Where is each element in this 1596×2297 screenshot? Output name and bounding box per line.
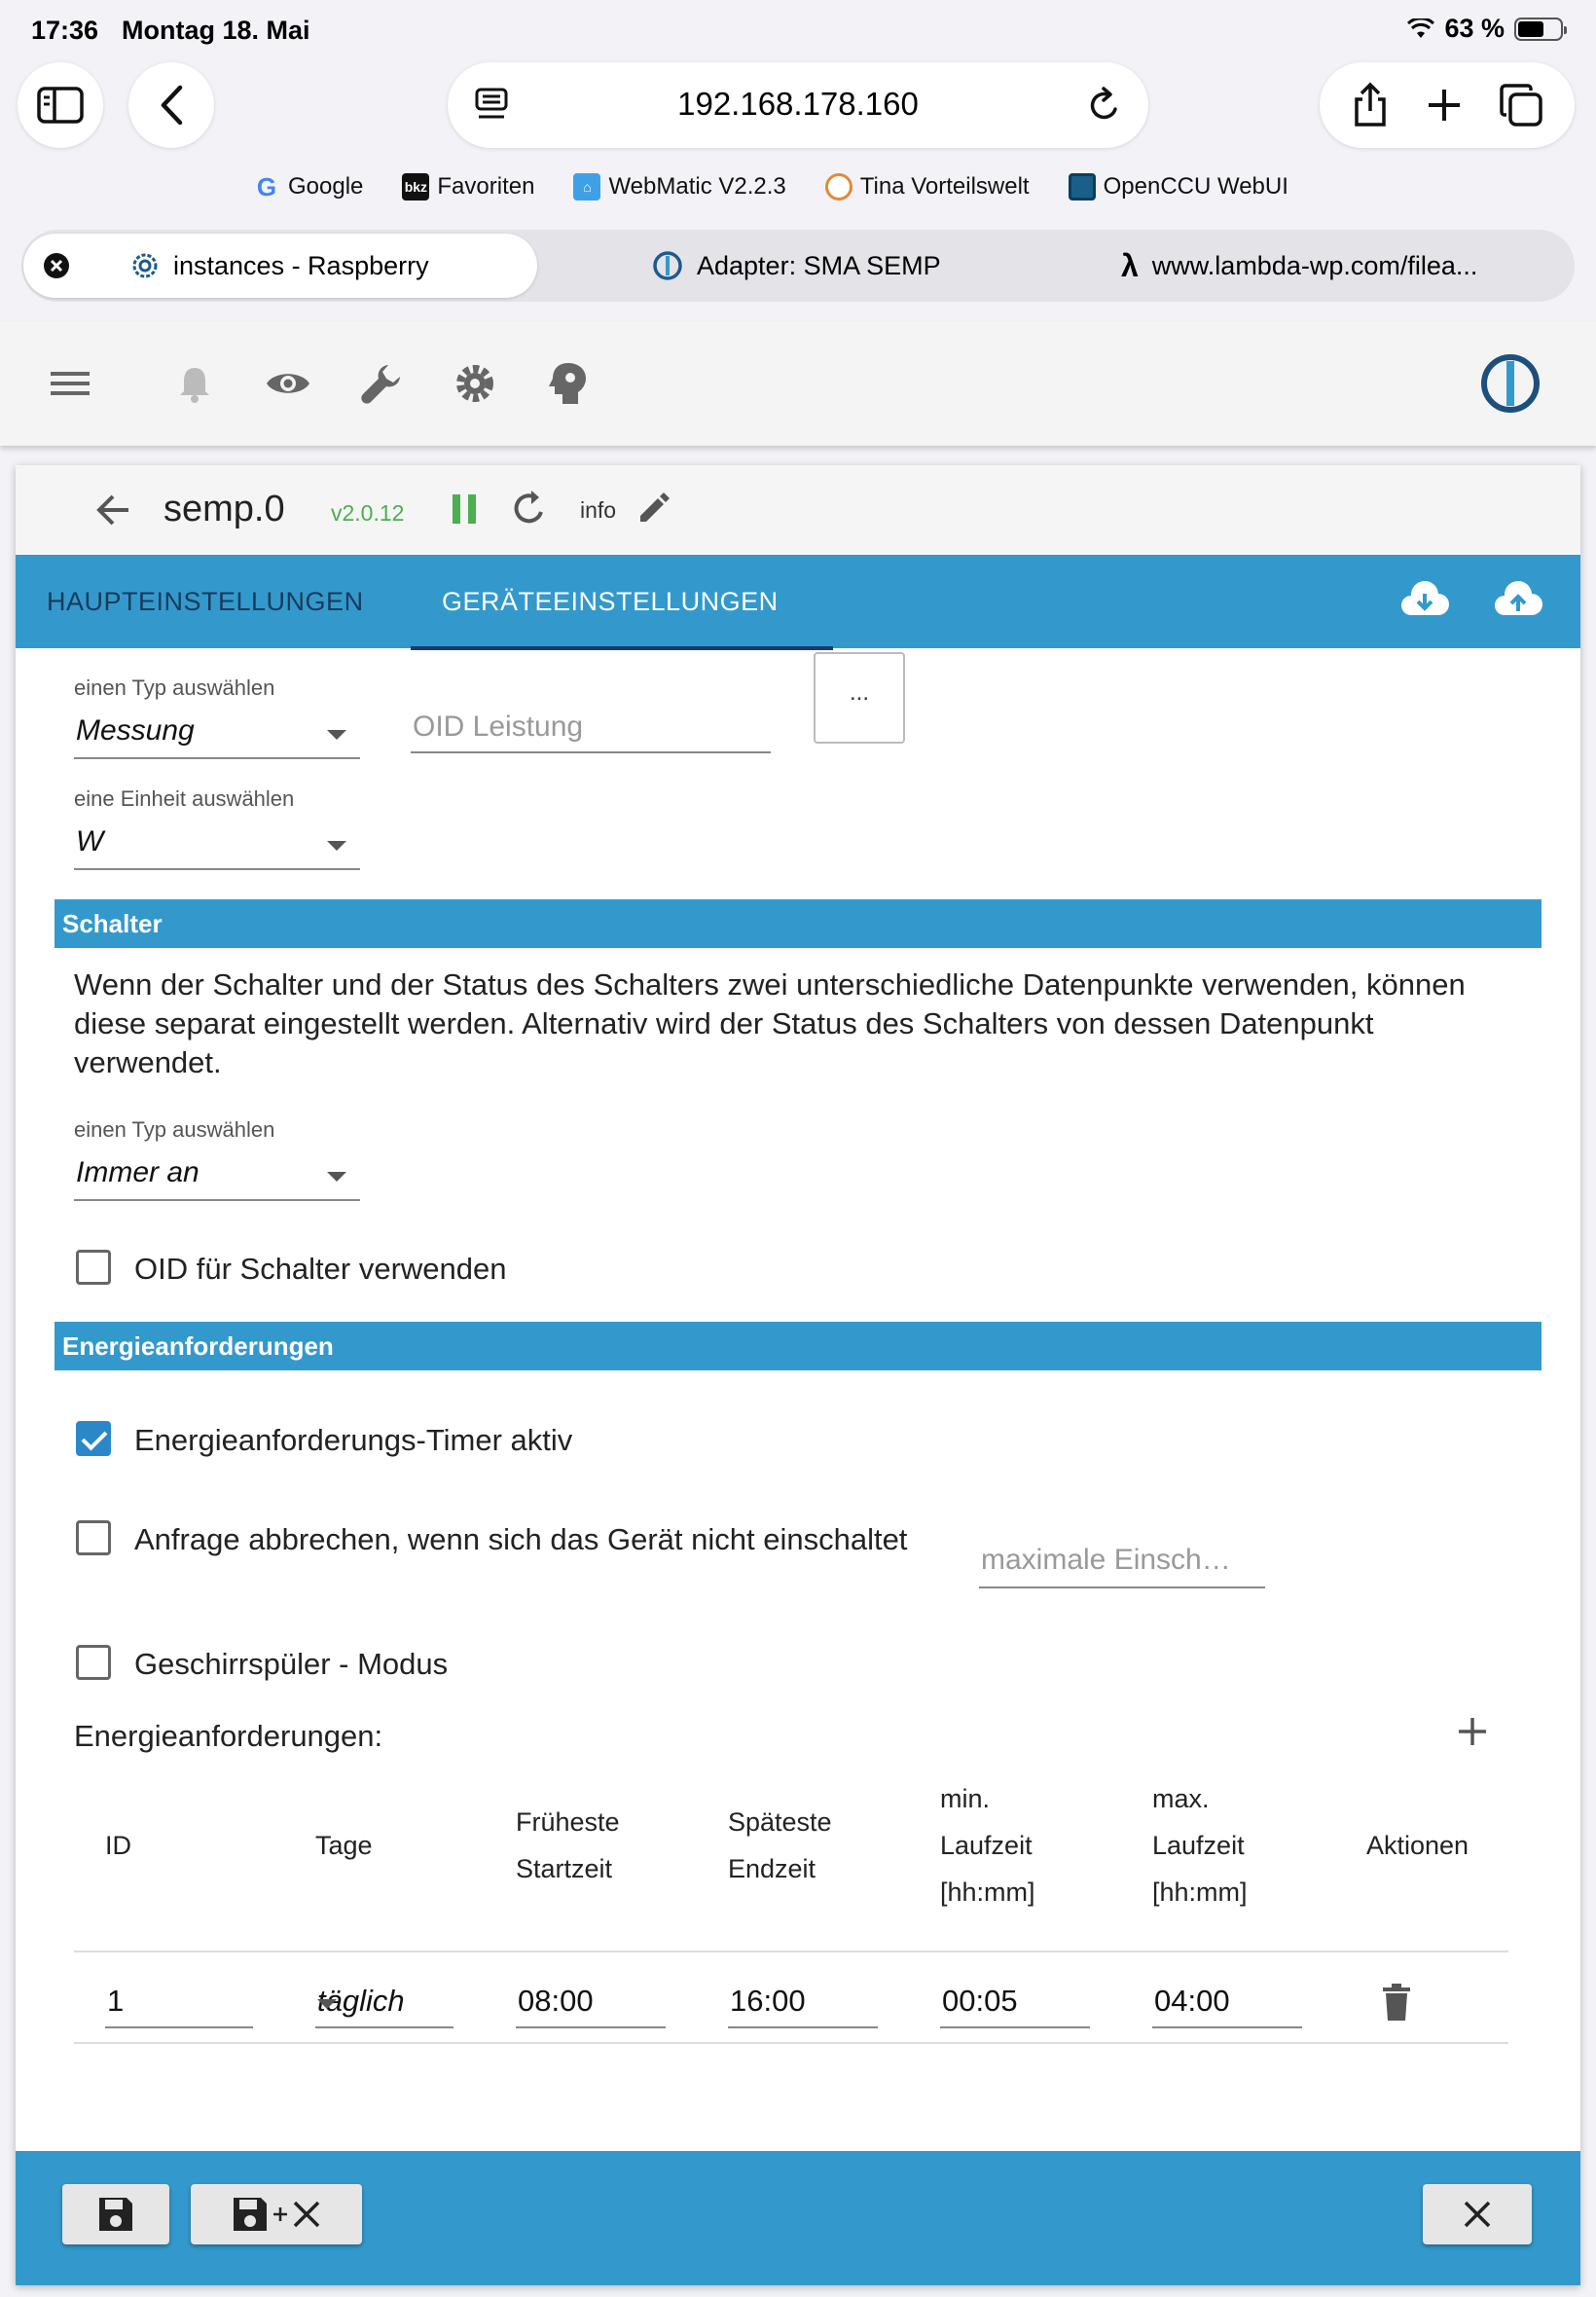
reload-icon[interactable]: [1086, 86, 1123, 125]
share-icon[interactable]: [1351, 82, 1390, 128]
cancel-request-checkbox[interactable]: [76, 1520, 111, 1555]
bookmark-label: OpenCCU WebUI: [1103, 173, 1288, 200]
caret-down-icon: [327, 841, 346, 851]
col-header-min-runtime: [940, 1775, 1035, 1915]
iobroker-gear-icon: [130, 251, 160, 280]
bookmark-label: Google: [288, 173, 364, 200]
row-days-select[interactable]: [315, 1976, 453, 2028]
battery-icon: [1514, 18, 1563, 41]
openccu-icon: [1069, 173, 1096, 201]
webmatic-icon: ⌂: [573, 173, 600, 201]
add-icon[interactable]: [1456, 1715, 1489, 1748]
col-header-line: [hh:mm]: [1152, 1878, 1248, 1907]
row-start-input[interactable]: [516, 1976, 666, 2028]
floppy-disk-icon: [97, 2196, 134, 2233]
oid-switch-checkbox[interactable]: [76, 1250, 111, 1285]
col-header-line: max.: [1152, 1784, 1210, 1813]
timer-active-checkbox[interactable]: [76, 1421, 111, 1456]
wrench-icon[interactable]: [356, 358, 407, 409]
battery-percent: 63 %: [1444, 14, 1505, 43]
bookmark-tina[interactable]: [825, 173, 1030, 201]
col-header-line: min.: [940, 1784, 991, 1813]
col-header-line: ID: [105, 1831, 131, 1860]
unit-select-label: eine Einheit auswählen: [74, 786, 295, 811]
new-tab-icon[interactable]: [1426, 87, 1463, 124]
col-header-line: Laufzeit: [1152, 1831, 1245, 1860]
col-header-actions: [1366, 1822, 1469, 1869]
wifi-icon: [1407, 18, 1434, 40]
input-placeholder: OID Leistung: [413, 711, 584, 743]
settings-tabs: [16, 555, 1580, 648]
tab-label: www.lambda-wp.com/filea...: [1151, 250, 1478, 280]
dishwasher-mode-checkbox[interactable]: [76, 1645, 111, 1680]
cell-value: 1: [107, 1984, 125, 2018]
select-value: Messung: [76, 714, 195, 747]
col-header-line: Startzeit: [516, 1854, 613, 1883]
restart-icon[interactable]: [510, 489, 549, 528]
bookmark-label: WebMatic V2.2.3: [608, 173, 786, 200]
active-tab-indicator: [411, 646, 833, 650]
tab-main-settings[interactable]: HAUPTEINSTELLUNGEN: [47, 587, 364, 616]
cell-value: 00:05: [942, 1984, 1018, 2018]
max-on-time-input[interactable]: [979, 1534, 1265, 1588]
row-min-runtime-input[interactable]: [940, 1976, 1090, 2028]
tab-bar: [21, 230, 1575, 302]
select-value: Immer an: [76, 1156, 200, 1188]
col-header-line: Laufzeit: [940, 1831, 1033, 1860]
cell-value: 04:00: [1154, 1984, 1230, 2018]
version-label: v2.0.12: [331, 500, 405, 526]
tabs-overview-icon[interactable]: [1499, 83, 1543, 128]
menu-icon[interactable]: [45, 358, 95, 409]
delete-icon[interactable]: [1382, 1984, 1411, 2021]
back-button[interactable]: [128, 62, 214, 148]
settings-gear-icon[interactable]: [450, 358, 500, 409]
col-header-max-runtime: [1152, 1775, 1248, 1915]
caret-down-icon: [317, 1999, 337, 2009]
cloud-upload-icon[interactable]: [1493, 580, 1543, 619]
instance-settings-dialog: [16, 465, 1580, 2285]
bookmark-label: Tina Vorteilswelt: [859, 173, 1030, 200]
col-header-latest-end: [728, 1799, 832, 1892]
switch-type-select[interactable]: [74, 1150, 360, 1201]
caret-down-icon: [327, 730, 346, 740]
tab-lambda[interactable]: [1121, 230, 1477, 302]
status-bar: [0, 0, 1596, 58]
oid-switch-label: OID für Schalter verwenden: [134, 1252, 507, 1286]
close-tab-icon[interactable]: [43, 252, 70, 279]
unit-select[interactable]: [74, 820, 360, 870]
floppy-disk-icon: [232, 2196, 269, 2233]
input-placeholder: maximale Einsch…: [981, 1544, 1231, 1576]
col-header-line: Späteste: [728, 1807, 832, 1837]
pause-icon[interactable]: [450, 492, 479, 526]
col-header-line: [hh:mm]: [940, 1878, 1035, 1907]
arrow-back-icon[interactable]: [93, 491, 132, 529]
status-date: Montag 18. Mai: [122, 16, 310, 45]
sidebar-toggle-button[interactable]: [18, 62, 103, 148]
energy-list-title: Energieanforderungen:: [74, 1719, 383, 1753]
caret-down-icon: [327, 1172, 346, 1182]
bookmark-favoriten[interactable]: [402, 173, 534, 201]
eye-icon[interactable]: [263, 358, 313, 409]
table-row: [74, 1952, 1508, 2044]
browse-label: ...: [849, 679, 869, 706]
row-max-runtime-input[interactable]: [1152, 1976, 1302, 2028]
oid-browse-button[interactable]: [814, 652, 905, 744]
bookmark-openccu[interactable]: [1069, 173, 1288, 201]
switch-type-label: einen Typ auswählen: [74, 1117, 275, 1142]
close-icon: [292, 2200, 321, 2229]
dialog-header: [16, 465, 1580, 555]
info-label: info: [580, 497, 617, 523]
bookmark-label: Favoriten: [437, 173, 535, 200]
bookmarks-bar: [253, 173, 1288, 201]
cell-value: täglich: [317, 1984, 405, 2018]
google-icon: G: [256, 171, 277, 201]
plus-icon: [272, 2206, 288, 2222]
bookmark-google[interactable]: [253, 173, 363, 201]
url-text: 192.168.178.160: [677, 86, 919, 122]
col-header-days: [315, 1822, 373, 1869]
cloud-download-icon[interactable]: [1399, 580, 1450, 619]
oid-power-input[interactable]: [411, 699, 771, 753]
browser-actions-group: [1320, 62, 1575, 148]
col-header-line: Endzeit: [728, 1854, 816, 1883]
tab-sma-semp[interactable]: [652, 230, 941, 302]
timer-active-label: Energieanforderungs-Timer aktiv: [134, 1423, 573, 1457]
tab-label: instances - Raspberry: [173, 250, 429, 280]
save-and-close-button[interactable]: [191, 2184, 362, 2244]
expert-mode-icon[interactable]: [543, 358, 594, 409]
col-header-line: Früheste: [516, 1807, 620, 1837]
cancel-request-label: Anfrage abbrechen, wenn sich das Gerät nicht einschaltet: [134, 1522, 908, 1556]
col-header-id: [105, 1822, 131, 1869]
bookmark-webmatic[interactable]: [573, 173, 785, 201]
edit-pencil-icon[interactable]: [636, 491, 671, 526]
instance-title: semp.0: [163, 489, 285, 529]
lambda-icon: λ: [1121, 247, 1139, 283]
tina-icon: [825, 173, 852, 201]
bkz-icon: bkz: [402, 173, 429, 201]
chevron-left-icon: [159, 85, 184, 126]
measurement-type-select[interactable]: [74, 709, 360, 759]
bell-icon[interactable]: [169, 358, 220, 409]
iobroker-logo-icon: [652, 250, 683, 281]
dialog-footer: [16, 2151, 1580, 2285]
address-bar[interactable]: [448, 62, 1148, 148]
tab-device-settings[interactable]: GERÄTEEINSTELLUNGEN: [442, 587, 779, 616]
status-time: 17:36: [31, 16, 99, 45]
col-header-earliest-start: [516, 1799, 620, 1892]
row-id-input[interactable]: [105, 1976, 253, 2028]
dishwasher-mode-label: Geschirrspüler - Modus: [134, 1647, 449, 1681]
section-header-energy: Energieanforderungen: [54, 1322, 1542, 1370]
col-header-line: Tage: [315, 1831, 373, 1860]
switch-description: Wenn der Schalter und der Status des Schalters zwei unterschiedliche Datenpunkte verwenden, können diese separat eingestellt werden. Alternativ wird der Status des Schalters von dessen Datenpunkt verwendet.: [74, 967, 1466, 1079]
cell-value: 08:00: [518, 1984, 594, 2018]
tab-label: Adapter: SMA SEMP: [697, 250, 941, 280]
save-button[interactable]: [62, 2184, 169, 2244]
type-select-label: einen Typ auswählen: [74, 675, 275, 700]
row-end-input[interactable]: [728, 1976, 878, 2028]
sidebar-icon: [37, 87, 84, 124]
col-header-line: Aktionen: [1366, 1831, 1469, 1860]
close-icon: [1463, 2200, 1492, 2229]
close-dialog-button[interactable]: [1423, 2184, 1532, 2244]
section-header-switch: Schalter: [54, 899, 1542, 948]
tab-instances[interactable]: [23, 234, 537, 298]
app-toolbar: [0, 321, 1596, 446]
iobroker-logo-icon[interactable]: [1477, 350, 1543, 417]
select-value: W: [76, 825, 104, 857]
cell-value: 16:00: [730, 1984, 806, 2018]
